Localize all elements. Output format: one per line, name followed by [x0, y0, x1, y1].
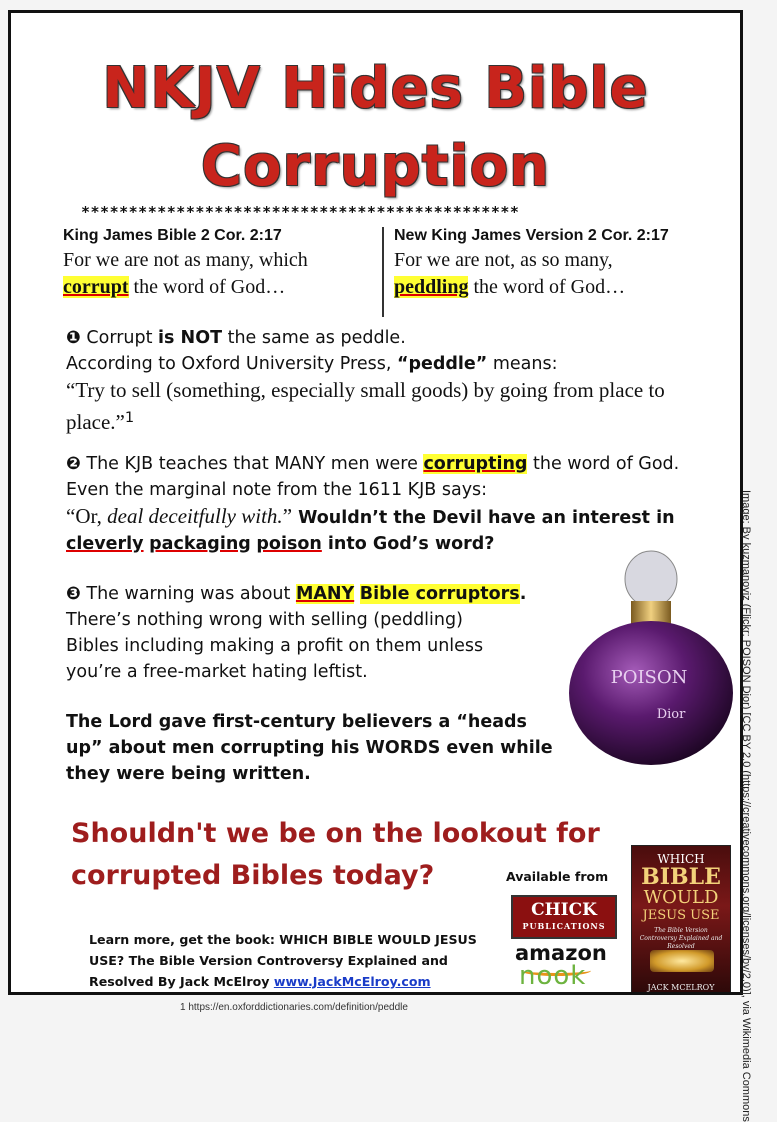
point-1-line2a: According to Oxford University Press,	[66, 354, 397, 374]
kjv-verse-line1: For we are not as many, which	[63, 249, 308, 271]
point-2	[66, 451, 691, 557]
point-3-marker: ❸	[66, 584, 81, 604]
nook-logo[interactable]: nook	[519, 961, 587, 991]
book-cover	[631, 845, 731, 995]
point-1-peddle: “peddle”	[396, 354, 488, 374]
point-3-bible-corruptors: Bible corruptors	[359, 584, 520, 604]
kjv-column	[63, 227, 375, 301]
point-3	[66, 581, 566, 685]
flyer	[8, 10, 743, 995]
point-2-bold2: into God’s word?	[321, 534, 495, 554]
closing-question: Shouldn't we be on the lookout for corrupted Bibles today?	[71, 818, 600, 891]
point-1	[66, 325, 676, 437]
point-3-line2: There’s nothing wrong with selling (peddling)	[66, 610, 463, 630]
chick-logo-text: CHICK	[531, 900, 597, 920]
nkjv-verse-line1: For we are not, as so many,	[394, 249, 613, 271]
book-would: WOULD	[643, 887, 719, 908]
point-1-quote: “Try to sell (something, especially small goods) by going from place to place.”	[66, 378, 665, 434]
book-bible: BIBLE	[641, 864, 721, 890]
point-1-text-c: the same as peddle.	[222, 328, 406, 348]
learn-more	[89, 929, 489, 992]
title-line-1: NKJV Hides Bible	[102, 56, 649, 121]
kjv-highlight-corrupt: corrupt	[63, 276, 129, 298]
point-2-bold1: Wouldn’t the Devil have an interest in	[292, 508, 675, 528]
chick-logo-subtext: PUBLICATIONS	[522, 921, 606, 931]
nkjv-verse-rest: the word of God…	[473, 276, 626, 298]
nkjv-highlight-peddling: peddling	[394, 276, 469, 298]
title-line-2: Corruption	[200, 134, 551, 199]
point-1-line2c: means:	[487, 354, 558, 374]
image-credit: Image: By kuzmanoviz (Flickr: POISON Dior) [CC BY 2.0 (https://creativecommons.org/licenses/by/2.0)], via Wikimedia Commons	[740, 490, 752, 1122]
point-3-line4: you’re a free-market hating leftist.	[66, 662, 368, 682]
kjv-verse-rest: the word of God…	[133, 276, 286, 298]
point-2-quote-close: ”	[282, 504, 293, 528]
book-subtitle: The Bible Version Controversy Explained and Resolved	[639, 927, 723, 950]
point-2-cleverly: cleverly	[66, 534, 144, 554]
point-1-bold: is NOT	[158, 328, 223, 348]
footnote: 1 https://en.oxforddictionaries.com/definition/peddle	[180, 1002, 408, 1013]
perfume-stopper	[625, 551, 677, 607]
point-2-poison: poison	[256, 534, 322, 554]
nkjv-verse	[394, 247, 734, 301]
book-jesus-use: JESUS USE	[642, 908, 720, 923]
learn-more-text: Learn more, get the book: WHICH BIBLE WOULD JESUS USE? The Bible Version Controversy Explained and Resolved By Jack McElroy	[89, 932, 477, 989]
website-link[interactable]: www.JackMcElroy.com	[273, 974, 431, 989]
point-2-text-a: The KJB teaches that MANY men were	[86, 454, 424, 474]
book-author: JACK MCELROY	[647, 983, 715, 992]
point-3-text-a: The warning was about	[86, 584, 296, 604]
open-bible-icon	[650, 950, 714, 972]
available-from: Available from	[506, 869, 609, 884]
footnote-ref: 1	[124, 409, 135, 426]
point-2-quote-open: “Or,	[66, 504, 108, 528]
nkjv-column	[394, 227, 734, 301]
amazon-logo[interactable]: amazon	[515, 941, 607, 965]
point-3-line3: Bibles including making a profit on them unless	[66, 636, 484, 656]
point-3-many: MANY	[295, 584, 355, 604]
point-2-marker: ❷	[66, 454, 81, 474]
book-which: WHICH	[657, 852, 705, 866]
point-1-marker: ❶	[66, 328, 81, 348]
point-2-text-b: the word of God. Even the marginal note from the 1611 KJB says:	[66, 454, 680, 500]
lord-statement: The Lord gave first-century believers a “heads up” about men corrupting his WORDS even while they were being written.	[66, 712, 553, 784]
point-2-quote-italic: deal deceitfully with.	[107, 504, 283, 528]
column-divider	[382, 227, 384, 317]
point-2-packaging: packaging	[149, 534, 251, 554]
kjv-heading: King James Bible 2 Cor. 2:17	[63, 227, 282, 244]
point-2-highlight: corrupting	[423, 454, 528, 474]
point-1-text-a: Corrupt	[86, 328, 159, 348]
chick-publications-logo[interactable]	[511, 895, 617, 939]
perfume-bottle	[569, 621, 733, 765]
nkjv-heading: New King James Version 2 Cor. 2:17	[394, 227, 669, 244]
kjv-verse	[63, 247, 375, 301]
point-3-period: .	[519, 584, 527, 604]
star-divider: **********************************************	[81, 203, 520, 221]
perfume-label-poison: POISON	[610, 667, 688, 688]
poison-perfume-image	[561, 543, 741, 773]
perfume-label-dior: Dior	[656, 707, 686, 722]
